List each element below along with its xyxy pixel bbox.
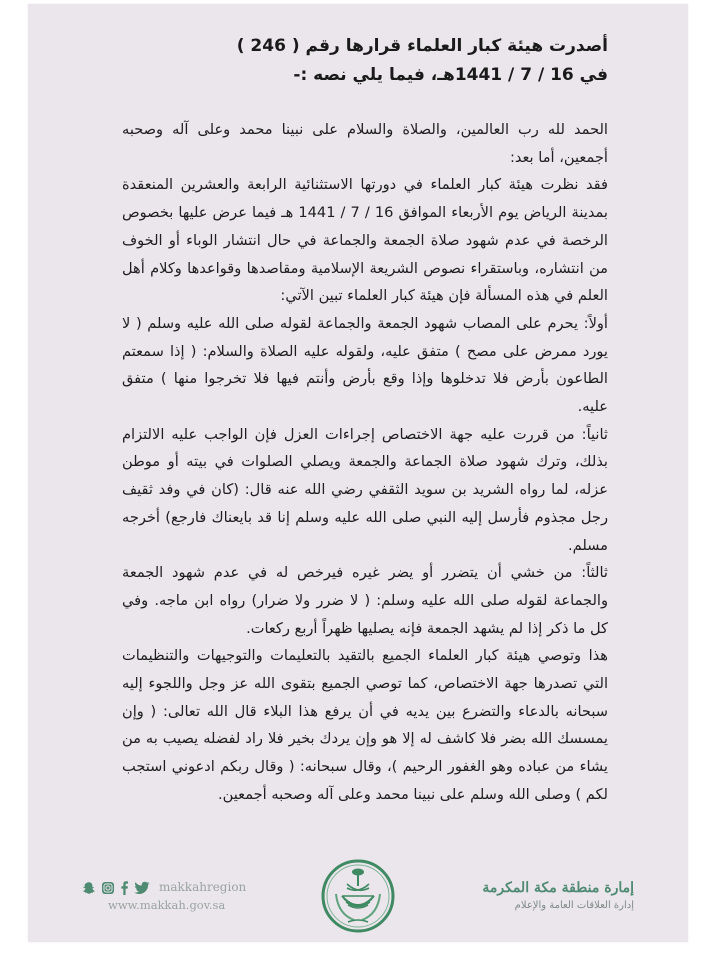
document-body [122,116,608,809]
website-link[interactable]: www.makkah.gov.sa [108,898,226,912]
heading-line-2: في 16 / 7 / 1441هـ، فيما يلي نصه :- [293,65,608,85]
ministry-emblem-logo [318,856,398,936]
paragraph-second: ثانياً: من قررت عليه جهة الاختصاص إجراءات العزل فإن الواجب عليه الالتزام بذلك، وترك شهود صلاة الجماعة والجمعة ويصلي الصلوات في بيته أو موطن عزله، لما رواه الشريد بن سويد الثقفي رضي الله عنه قال: (كان في وفد ثقيف رجل مجذوم فأرسل إليه النبي صلى الله عليه وسلم إنا قد بايعناك فارجع) أخرجه مسلم. [122,425,608,554]
organization-department: إدارة العلاقات العامة والإعلام [514,900,634,911]
document-heading [188,32,608,90]
facebook-icon[interactable] [120,880,129,894]
paragraph-third: ثالثاً: من خشي أن يتضرر أو يضر غيره فيرخص له في عدم شهود الجمعة والجماعة لقوله صلى الله عليه وسلم: ( لا ضرر ولا ضرار) رواه ابن ماجه. وفي كل ما ذكر إذا لم يشهد الجمعة فإنه يصليها ظهراً أربع ركعات. [122,564,608,637]
social-row [82,878,282,896]
document-page [28,4,688,942]
heading-line-1: أصدرت هيئة كبار العلماء قرارها رقم ( 246 ) [236,36,608,56]
footer-organization [434,878,634,914]
snapchat-icon[interactable] [82,880,96,894]
paragraph-preamble: فقد نظرت هيئة كبار العلماء في دورتها الاستثنائية الرابعة والعشرين المنعقدة بمدينة الرياض يوم الأربعاء الموافق 16 / 7 / 1441 هـ فيما عرض عليها بخصوص الرخصة في عدم شهود صلاة الجمعة والجماعة في حال انتشار الوباء أو الخوف من انتشاره، وباستقراء نصوص الشريعة الإسلامية ومقاصدها وقواعدها وكلام أهل العلم في هذه المسألة فإن هيئة كبار العلماء تبين الآتي: [122,176,608,305]
footer-contact [82,878,282,912]
instagram-icon[interactable] [101,880,115,894]
social-handle: makkahregion [159,880,247,894]
organization-name: إمارة منطقة مكة المكرمة [482,880,634,896]
paragraph-first: أولاً: يحرم على المصاب شهود الجمعة والجماعة لقوله صلى الله عليه وسلم ( لا يورد ممرض على مصح ) متفق عليه، ولقوله عليه الصلاة والسلام: ( إذا سمعتم الطاعون بأرض فلا تدخلوها وإذا وقع بأرض وأنتم فيها فلا تخرجوا منها ) متفق عليه. [122,314,608,416]
twitter-icon[interactable] [134,880,150,894]
paragraph-opening: الحمد لله رب العالمين، والصلاة والسلام على نبينا محمد وعلى آله وصحبه أجمعين، أما بعد: [122,121,608,166]
paragraph-closing: هذا وتوصي هيئة كبار العلماء الجميع بالتقيد بالتعليمات والتوجيهات والتنظيمات التي تصدرها جهة الاختصاص، كما توصي الجميع بتقوى الله عز وجل واللجوء إليه سبحانه بالدعاء والتضرع بين يديه في أن يرفع هذا البلاء قال الله تعالى: ( وإن يمسسك الله بضر فلا كاشف له إلا هو وإن يردك بخير فلا راد لفضله يصيب به من يشاء من عباده وهو الغفور الرحيم )، وقال سبحانه: ( وقال ربكم ادعوني استجب لكم ) وصلى الله وسلم على نبينا محمد وعلى آله وصحبه أجمعين. [122,647,608,803]
